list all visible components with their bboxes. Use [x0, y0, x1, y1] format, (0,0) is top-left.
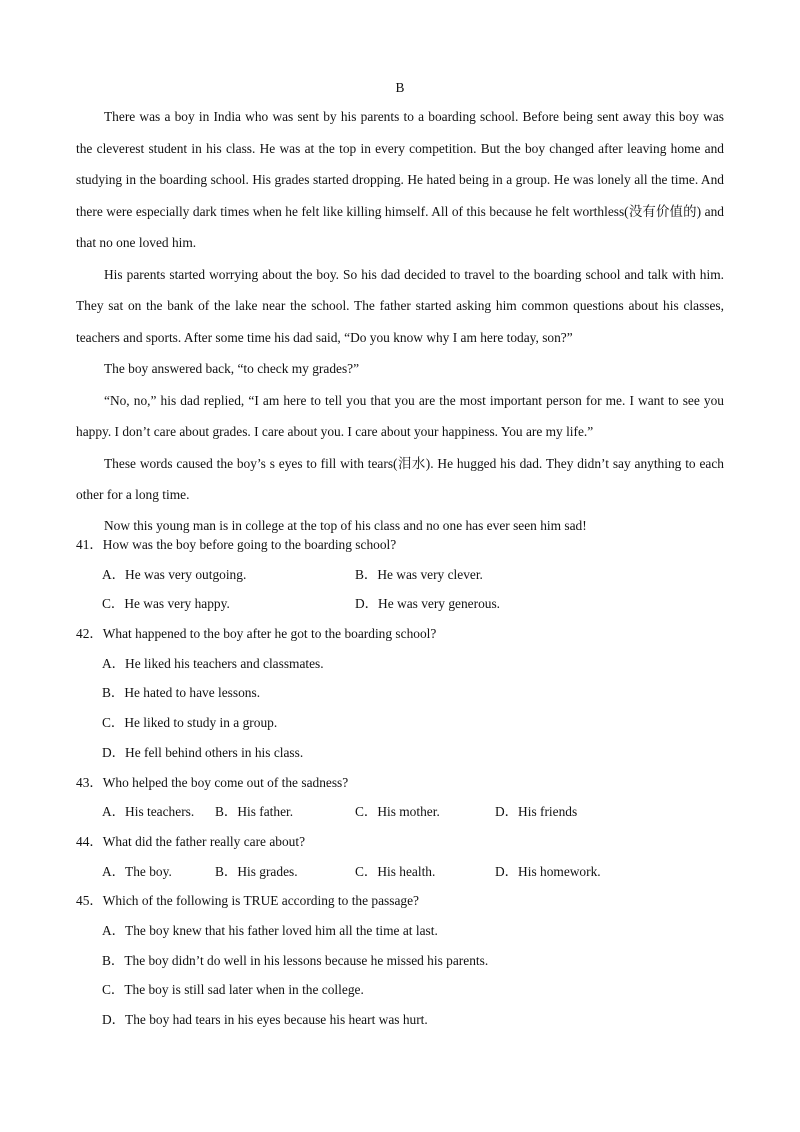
question-43-options-row [76, 797, 724, 827]
question-list [76, 530, 724, 1035]
question-45-option-d[interactable]: D．The boy had tears in his eyes because his heart was hurt. [102, 1012, 428, 1027]
question-43-option-d[interactable]: D．His friends [495, 804, 578, 820]
passage-paragraph: His parents started worrying about the boy. So his dad decided to travel to the boarding school and talk with him. They sat on the bank of the lake near the school. The father started asking him common questions about his classes, teachers and sports. After some time his dad said, “Do you know why I am here today, son?” [76, 266, 724, 345]
section-label: B [395, 80, 405, 95]
question-45-option-a[interactable]: A．The boy knew that his father loved him all the time at last. [102, 922, 438, 938]
question-44-options-row [76, 857, 724, 887]
question-42-option-d[interactable]: D．He fell behind others in his class. [102, 744, 304, 760]
question-41-stem: 41．How was the boy before going to the boarding school? [76, 537, 397, 552]
passage-paragraph: “No, no,” his dad replied, “I am here to tell you that you are the most important person for me. I want to see you happy. I don’t care about grades. I care about you. I care about your happiness. You are my life.” [76, 392, 724, 439]
passage-paragraph: There was a boy in India who was sent by his parents to a boarding school. Before being sent away this boy was the cleverest student in his class. He was at the top in every competition. But the boy changed after leaving home and studying in the boarding school. His grades started dropping. He hated being in a group. He was lonely all the time. And there were especially dark times when he felt like killing himself. All of this because he felt worthless(没有价值的) and that no one loved him. [76, 109, 724, 250]
question-42-option-c[interactable]: C．He liked to study in a group. [102, 715, 278, 731]
question-45-option-b[interactable]: B．The boy didn’t do well in his lessons because he missed his parents. [102, 952, 489, 968]
question-44-option-d[interactable]: D．His homework. [495, 863, 601, 879]
reading-passage [76, 101, 724, 541]
question-43-option-c[interactable]: C．His mother. [355, 804, 440, 820]
question-42-option-a[interactable]: A．He liked his teachers and classmates. [102, 655, 324, 671]
question-41-option-b[interactable]: B．He was very clever. [355, 566, 483, 582]
question-44-option-a[interactable]: A．The boy. [102, 863, 172, 879]
question-42-stem: 42．What happened to the boy after he got to the boarding school? [76, 626, 437, 642]
question-45-stem: 45．Which of the following is TRUE according to the passage? [76, 893, 419, 909]
question-44-stem: 44．What did the father really care about? [76, 833, 306, 849]
passage-paragraph: Now this young man is in college at the top of his class and no one has ever seen him sad! [104, 517, 587, 533]
question-43-option-a[interactable]: A．His teachers. [102, 804, 195, 820]
question-41-option-c[interactable]: C．He was very happy. [102, 596, 230, 612]
question-41-options-row [76, 560, 724, 590]
passage-paragraph: The boy answered back, “to check my grades?” [104, 361, 360, 376]
question-41-options-row [76, 589, 724, 619]
question-44-option-c[interactable]: C．His health. [355, 863, 436, 879]
question-43-option-b[interactable]: B．His father. [215, 804, 294, 820]
question-42-option-b[interactable]: B．He hated to have lessons. [102, 685, 261, 701]
question-43-stem: 43．Who helped the boy come out of the sadness? [76, 774, 349, 790]
question-41-option-a[interactable]: A．He was very outgoing. [102, 566, 247, 582]
passage-paragraph: These words caused the boy’s s eyes to fill with tears(泪水). He hugged his dad. They didn’t say anything to each other for a long time. [76, 455, 724, 502]
question-41-option-d[interactable]: D．He was very generous. [355, 596, 501, 612]
question-44-option-b[interactable]: B．His grades. [215, 863, 298, 879]
question-45-option-c[interactable]: C．The boy is still sad later when in the college. [102, 982, 364, 998]
